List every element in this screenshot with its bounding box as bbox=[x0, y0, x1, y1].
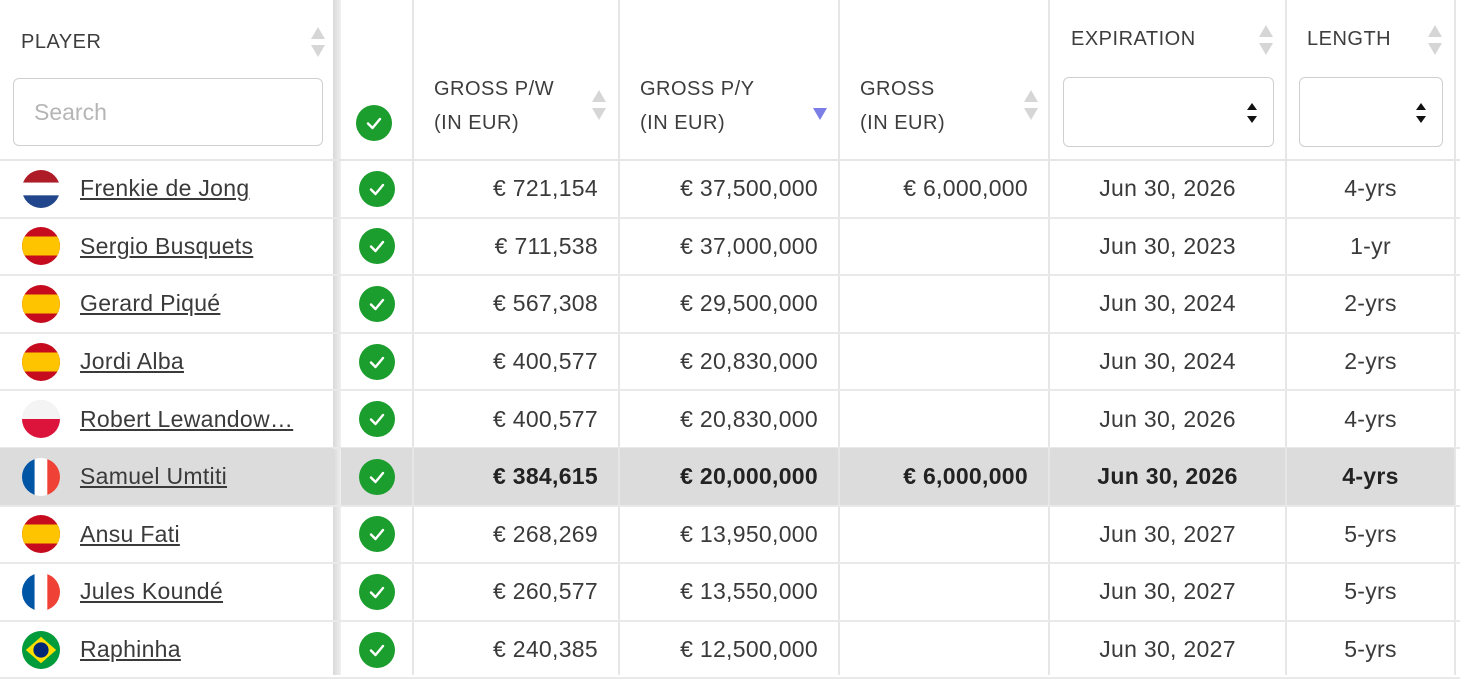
spain-flag-icon bbox=[22, 343, 60, 381]
expiration-value: Jun 30, 2024 bbox=[1099, 348, 1236, 375]
sort-icon[interactable] bbox=[592, 90, 606, 120]
cell-expiration bbox=[1050, 621, 1285, 679]
cell-status bbox=[341, 275, 412, 333]
check-circle-icon[interactable] bbox=[359, 344, 395, 380]
cell-gross bbox=[840, 218, 1048, 276]
table-row[interactable] bbox=[0, 333, 1460, 391]
cell-length bbox=[1287, 563, 1454, 621]
table-row[interactable] bbox=[0, 160, 1460, 218]
cell-player bbox=[0, 218, 333, 276]
expiration-value: Jun 30, 2027 bbox=[1099, 636, 1236, 663]
header-player[interactable] bbox=[0, 0, 333, 160]
cell-gross-pw bbox=[414, 390, 618, 448]
gross-pw-value: € 268,269 bbox=[492, 520, 598, 547]
cell-gross bbox=[840, 333, 1048, 391]
cell-gross-py bbox=[620, 160, 838, 218]
cell-gross-py bbox=[620, 390, 838, 448]
cell-expiration bbox=[1050, 160, 1285, 218]
player-name-link[interactable]: Raphinha bbox=[80, 636, 181, 663]
length-value: 5-yrs bbox=[1344, 520, 1397, 547]
check-circle-icon[interactable] bbox=[359, 171, 395, 207]
cell-gross-pw bbox=[414, 275, 618, 333]
cell-gross bbox=[840, 563, 1048, 621]
netherlands-flag-icon bbox=[22, 170, 60, 208]
length-value: 5-yrs bbox=[1344, 578, 1397, 605]
gross-py-value: € 12,500,000 bbox=[680, 636, 818, 663]
cell-gross-py bbox=[620, 563, 838, 621]
cell-gross-py bbox=[620, 275, 838, 333]
expiration-value: Jun 30, 2026 bbox=[1097, 463, 1238, 490]
table-row[interactable] bbox=[0, 621, 1460, 679]
cell-gross-py bbox=[620, 621, 838, 679]
check-circle-icon[interactable] bbox=[359, 459, 395, 495]
header-gross-pw-line1: GROSS P/W bbox=[434, 78, 555, 100]
cell-expiration bbox=[1050, 218, 1285, 276]
check-circle-icon[interactable] bbox=[359, 286, 395, 322]
cell-gross bbox=[840, 448, 1048, 506]
header-gross[interactable] bbox=[840, 0, 1048, 160]
cell-gross bbox=[840, 390, 1048, 448]
expiration-value: Jun 30, 2027 bbox=[1099, 578, 1236, 605]
header-gross-line1: GROSS bbox=[860, 78, 935, 100]
length-value: 4-yrs bbox=[1344, 175, 1397, 202]
france-flag-icon bbox=[22, 458, 60, 496]
cell-status bbox=[341, 448, 412, 506]
check-circle-icon[interactable] bbox=[359, 228, 395, 264]
header-length-label: LENGTH bbox=[1307, 28, 1392, 50]
expiration-value: Jun 30, 2026 bbox=[1099, 405, 1236, 432]
cell-gross-pw bbox=[414, 160, 618, 218]
cell-player bbox=[0, 621, 333, 679]
gross-py-value: € 13,950,000 bbox=[680, 520, 818, 547]
cell-player bbox=[0, 506, 333, 564]
player-search-input[interactable] bbox=[13, 78, 323, 146]
cell-gross-py bbox=[620, 218, 838, 276]
cell-status bbox=[341, 506, 412, 564]
length-value: 5-yrs bbox=[1344, 636, 1397, 663]
check-circle-icon[interactable] bbox=[356, 105, 392, 141]
header-gross-py-line2: (IN EUR) bbox=[640, 112, 726, 134]
cell-length bbox=[1287, 333, 1454, 391]
expiration-value: Jun 30, 2024 bbox=[1099, 290, 1236, 317]
cell-expiration bbox=[1050, 390, 1285, 448]
check-circle-icon[interactable] bbox=[359, 516, 395, 552]
gross-pw-value: € 711,538 bbox=[494, 232, 598, 259]
expiration-filter-select[interactable] bbox=[1063, 77, 1274, 147]
cell-gross bbox=[840, 275, 1048, 333]
player-name-link[interactable]: Ansu Fati bbox=[80, 520, 180, 547]
cell-gross-pw bbox=[414, 218, 618, 276]
gross-pw-value: € 260,577 bbox=[492, 578, 598, 605]
cell-gross-pw bbox=[414, 333, 618, 391]
length-value: 4-yrs bbox=[1344, 405, 1397, 432]
player-name-link[interactable]: Samuel Umtiti bbox=[80, 463, 228, 490]
table-row[interactable] bbox=[0, 275, 1460, 333]
length-value: 2-yrs bbox=[1344, 348, 1397, 375]
player-name-link[interactable]: Jules Koundé bbox=[80, 578, 223, 605]
cell-status bbox=[341, 218, 412, 276]
cell-gross-py bbox=[620, 333, 838, 391]
cell-status bbox=[341, 333, 412, 391]
cell-length bbox=[1287, 506, 1454, 564]
cell-length bbox=[1287, 390, 1454, 448]
cell-expiration bbox=[1050, 275, 1285, 333]
france-flag-icon bbox=[22, 573, 60, 611]
gross-value: € 6,000,000 bbox=[903, 463, 1028, 490]
length-value: 4-yrs bbox=[1342, 463, 1399, 490]
gross-py-value: € 37,500,000 bbox=[680, 175, 818, 202]
gross-pw-value: € 721,154 bbox=[492, 175, 598, 202]
cell-gross-pw bbox=[414, 448, 618, 506]
header-expiration[interactable] bbox=[1050, 0, 1285, 160]
gross-py-value: € 20,830,000 bbox=[680, 405, 818, 432]
cell-length bbox=[1287, 448, 1454, 506]
gross-py-value: € 29,500,000 bbox=[680, 290, 818, 317]
cell-length bbox=[1287, 621, 1454, 679]
cell-player bbox=[0, 275, 333, 333]
cell-player bbox=[0, 333, 333, 391]
length-value: 1-yr bbox=[1350, 232, 1391, 259]
length-value: 2-yrs bbox=[1344, 290, 1397, 317]
cell-length bbox=[1287, 160, 1454, 218]
header-gross-pw-line2: (IN EUR) bbox=[434, 112, 520, 134]
cell-gross-pw bbox=[414, 506, 618, 564]
gross-value: € 6,000,000 bbox=[903, 175, 1028, 202]
cell-expiration bbox=[1050, 563, 1285, 621]
cell-expiration bbox=[1050, 506, 1285, 564]
cell-status bbox=[341, 160, 412, 218]
header-player-label: PLAYER bbox=[21, 31, 102, 53]
expiration-value: Jun 30, 2027 bbox=[1099, 520, 1236, 547]
gross-py-value: € 20,000,000 bbox=[680, 463, 818, 490]
header-gross-pw[interactable] bbox=[414, 0, 618, 160]
cell-gross-pw bbox=[414, 563, 618, 621]
cell-player bbox=[0, 160, 333, 218]
cell-expiration bbox=[1050, 333, 1285, 391]
check-circle-icon[interactable] bbox=[359, 574, 395, 610]
player-name-link[interactable]: Gerard Piqué bbox=[80, 290, 221, 317]
sort-icon[interactable] bbox=[1259, 25, 1273, 55]
select-caret-icon bbox=[1247, 103, 1257, 123]
expiration-value: Jun 30, 2023 bbox=[1099, 232, 1236, 259]
table-row[interactable] bbox=[0, 390, 1460, 448]
table-row[interactable] bbox=[0, 506, 1460, 564]
gross-pw-value: € 400,577 bbox=[492, 348, 598, 375]
select-caret-icon bbox=[1416, 103, 1426, 123]
table-row[interactable] bbox=[0, 218, 1460, 276]
cell-gross-pw bbox=[414, 621, 618, 679]
header-gross-py[interactable] bbox=[620, 0, 838, 160]
header-expiration-label: EXPIRATION bbox=[1071, 28, 1196, 50]
header-gross-py-line1: GROSS P/Y bbox=[640, 78, 755, 100]
cell-player bbox=[0, 563, 333, 621]
gross-pw-value: € 400,577 bbox=[492, 405, 598, 432]
player-name-link[interactable]: Sergio Busquets bbox=[80, 232, 254, 259]
spain-flag-icon bbox=[22, 285, 60, 323]
player-name-link[interactable]: Frenkie de Jong bbox=[80, 175, 250, 202]
cell-gross-py bbox=[620, 506, 838, 564]
gross-py-value: € 37,000,000 bbox=[680, 232, 818, 259]
cell-gross bbox=[840, 506, 1048, 564]
cell-gross-py bbox=[620, 448, 838, 506]
gross-pw-value: € 567,308 bbox=[492, 290, 598, 317]
gross-pw-value: € 240,385 bbox=[492, 636, 598, 663]
sort-desc-icon[interactable] bbox=[813, 90, 827, 120]
poland-flag-icon bbox=[22, 400, 60, 438]
cell-gross bbox=[840, 621, 1048, 679]
player-name-link[interactable]: Robert Lewandow… bbox=[80, 405, 294, 432]
cell-status bbox=[341, 621, 412, 679]
cell-gross bbox=[840, 160, 1048, 218]
header-gross-line2: (IN EUR) bbox=[860, 112, 946, 134]
cell-status bbox=[341, 563, 412, 621]
cell-player bbox=[0, 390, 333, 448]
sort-icon[interactable] bbox=[1024, 90, 1038, 120]
length-filter-select[interactable] bbox=[1299, 77, 1443, 147]
check-circle-icon[interactable] bbox=[359, 632, 395, 668]
brazil-flag-icon bbox=[22, 631, 60, 669]
table-row[interactable] bbox=[0, 563, 1460, 621]
cell-status bbox=[341, 390, 412, 448]
check-circle-icon[interactable] bbox=[359, 401, 395, 437]
cell-expiration bbox=[1050, 448, 1285, 506]
gross-py-value: € 20,830,000 bbox=[680, 348, 818, 375]
player-name-link[interactable]: Jordi Alba bbox=[80, 348, 185, 375]
spain-flag-icon bbox=[22, 515, 60, 553]
header-length[interactable] bbox=[1287, 0, 1454, 160]
cell-length bbox=[1287, 275, 1454, 333]
gross-pw-value: € 384,615 bbox=[492, 463, 598, 490]
sort-icon[interactable] bbox=[1428, 25, 1442, 55]
expiration-value: Jun 30, 2026 bbox=[1099, 175, 1236, 202]
sort-icon[interactable] bbox=[311, 27, 325, 57]
table-row[interactable] bbox=[0, 448, 1460, 506]
cell-length bbox=[1287, 218, 1454, 276]
cell-player bbox=[0, 448, 333, 506]
spain-flag-icon bbox=[22, 227, 60, 265]
gross-py-value: € 13,550,000 bbox=[680, 578, 818, 605]
